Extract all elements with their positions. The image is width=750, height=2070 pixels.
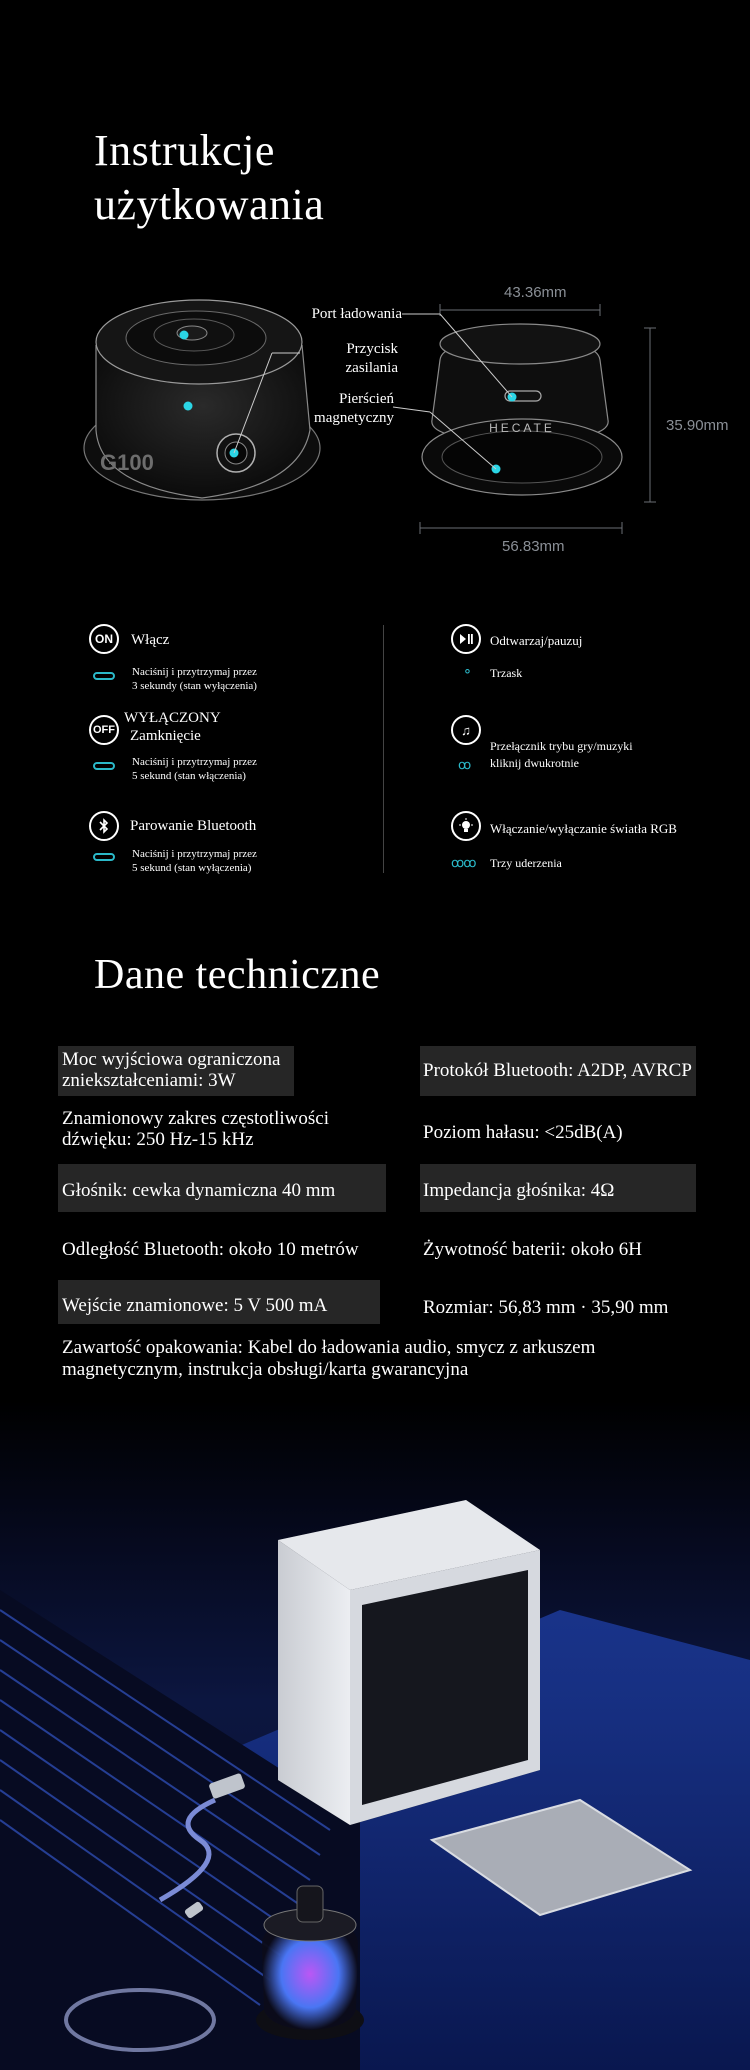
power-off-title-1: WYŁĄCZONY — [124, 710, 221, 726]
spec-distortion-power — [62, 1049, 280, 1091]
spec-bluetooth-range: Odległość Bluetooth: około 10 metrów — [62, 1239, 359, 1260]
package-contents-line2: magnetycznym, instrukcja obsługi/karta gwarancyjna — [62, 1359, 469, 1380]
product-photo — [0, 1400, 750, 2070]
spec-rated-input: Wejście znamionowe: 5 V 500 mA — [62, 1295, 328, 1316]
bluetooth-icon — [89, 811, 119, 841]
spec-driver: Głośnik: cewka dynamiczna 40 mm — [62, 1180, 336, 1201]
speaker-diagram — [0, 270, 750, 580]
instructions-title — [94, 124, 324, 232]
package-contents — [62, 1337, 722, 1381]
spec-battery-life: Żywotność baterii: około 6H — [423, 1239, 642, 1260]
instructions-title-line1: Instrukcje — [94, 126, 275, 175]
instructions-title-line2: użytkowania — [94, 180, 325, 229]
play-pause-icon — [451, 624, 481, 654]
press-indicator-icon — [93, 762, 115, 770]
spec-noise-level: Poziom hałasu: <25dB(A) — [423, 1122, 623, 1143]
power-off-title-2: Zamknięcie — [130, 728, 201, 744]
speaker-right-view — [420, 304, 656, 534]
callout-ring-line1: Pierścień — [339, 391, 394, 407]
spec-distortion-power-line1: Moc wyjściowa ograniczona — [62, 1049, 281, 1070]
callout-power-line1: Przycisk — [346, 341, 398, 357]
package-contents-line1: Zawartość opakowania: Kabel do ładowania audio, smycz z arkuszem — [62, 1337, 596, 1358]
play-pause-title: Odtwarzaj/pauzuj — [490, 633, 583, 648]
dimension-width-bottom: 56.83mm — [502, 538, 565, 555]
spec-size: Rozmiar: 56,83 mm · 35,90 mm — [423, 1297, 669, 1318]
press-indicator-icon — [93, 672, 115, 680]
bluetooth-desc-2: 5 sekund (stan wyłączenia) — [132, 862, 252, 874]
callout-power-button — [250, 340, 398, 378]
game-music-action: kliknij dwukrotnie — [490, 756, 579, 770]
press-indicator-icon — [93, 853, 115, 861]
callout-power-line2: zasilania — [345, 360, 398, 376]
product-scene — [0, 1400, 750, 2070]
controls-divider — [383, 625, 384, 873]
single-tap-icon: ⚬ — [462, 664, 473, 679]
spec-frequency-line1: Znamionowy zakres częstotliwości — [62, 1108, 329, 1129]
triple-tap-icon: ꝏꝏ — [451, 855, 476, 870]
spec-frequency-range — [62, 1108, 329, 1150]
dimension-height: 35.90mm — [666, 417, 729, 434]
light-bulb-icon — [451, 811, 481, 841]
bluetooth-pairing-title: Parowanie Bluetooth — [130, 818, 257, 834]
callout-magnetic-ring — [250, 390, 394, 428]
spec-impedance: Impedancja głośnika: 4Ω — [423, 1180, 615, 1201]
dimension-width-top: 43.36mm — [504, 284, 567, 301]
game-music-title: Przełącznik trybu gry/muzyki — [490, 739, 633, 753]
power-off-desc-2: 5 sekund (stan włączenia) — [132, 770, 246, 782]
power-on-desc-2: 3 sekundy (stan wyłączenia) — [132, 680, 257, 692]
power-off-desc-1: Naciśnij i przytrzymaj przez — [132, 756, 257, 768]
rgb-light-title: Włączanie/wyłączanie światła RGB — [490, 821, 677, 836]
game-music-icon: ♫ — [451, 715, 481, 745]
controls-legend — [0, 615, 750, 875]
power-on-desc-1: Naciśnij i przytrzymaj przez — [132, 666, 257, 678]
power-on-title: Włącz — [131, 632, 170, 648]
bluetooth-desc-1: Naciśnij i przytrzymaj przez — [132, 848, 257, 860]
double-tap-icon: ꝏ — [458, 757, 472, 772]
speaker-model-text: G100 — [100, 450, 154, 475]
rgb-light-action: Trzy uderzenia — [490, 856, 562, 870]
specs-title: Dane techniczne — [94, 952, 381, 998]
spec-distortion-power-line2: zniekształceniami: 3W — [62, 1070, 236, 1091]
power-on-icon: ON — [89, 624, 119, 654]
spec-bluetooth-protocol: Protokół Bluetooth: A2DP, AVRCP — [423, 1060, 692, 1081]
speaker-brand-text: HECATE — [489, 421, 555, 435]
callout-charging-port: Port ładowania — [311, 306, 402, 322]
power-off-icon: OFF — [89, 715, 119, 745]
play-pause-action: Trzask — [490, 666, 523, 680]
spec-frequency-line2: dźwięku: 250 Hz-15 kHz — [62, 1129, 254, 1150]
callout-ring-line2: magnetyczny — [314, 410, 394, 426]
